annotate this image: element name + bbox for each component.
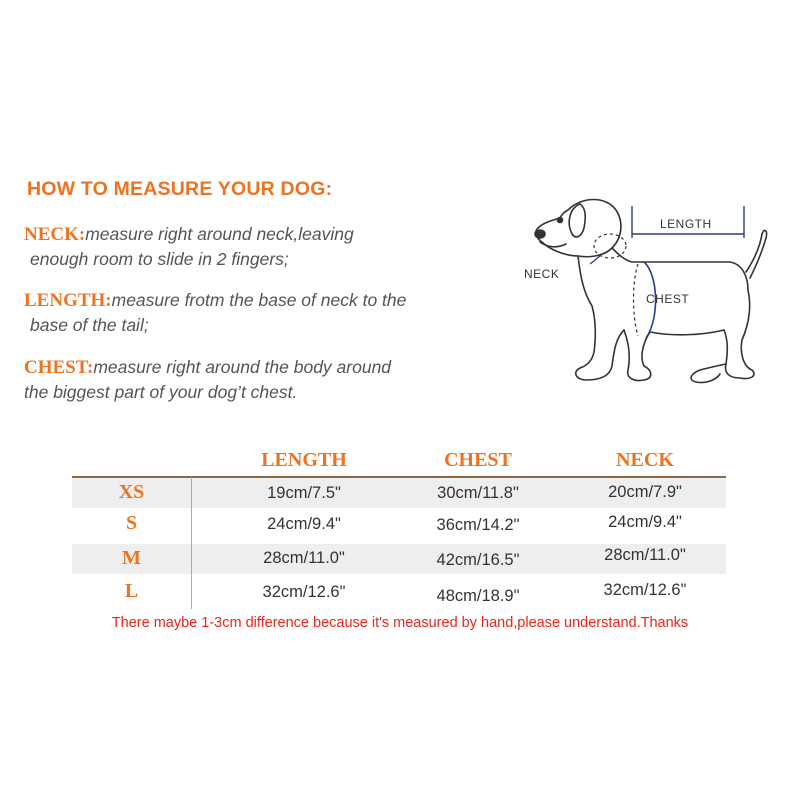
chest-desc-line2: the biggest part of your dog’t chest.: [24, 382, 298, 402]
table-row: [72, 577, 726, 607]
table-row: [72, 544, 726, 574]
length-cell: 24cm/9.4": [267, 515, 341, 533]
disclaimer-note: There maybe 1-3cm difference because it's measured by hand,please understand.Thanks: [111, 615, 689, 631]
chest-loop: [634, 264, 639, 336]
header-neck: NECK: [616, 449, 674, 471]
neck-cell: 28cm/11.0": [604, 546, 686, 564]
chest-cell: 48cm/18.9": [436, 587, 520, 605]
size-column-divider: [191, 477, 192, 609]
chest-cell: 42cm/16.5": [436, 551, 520, 569]
length-diagram-label: LENGTH: [660, 217, 712, 231]
chest-diagram-label: CHEST: [646, 292, 690, 306]
table-row: [72, 478, 726, 508]
size-label: M: [122, 547, 141, 569]
neck-term: NECK:: [24, 224, 86, 245]
chest-desc-line1: measure right around the body around: [93, 357, 392, 377]
neck-cell: 32cm/12.6": [603, 581, 687, 599]
size-label: XS: [118, 481, 145, 503]
length-term: LENGTH:: [24, 290, 112, 311]
chest-term: CHEST:: [24, 357, 94, 378]
size-label: S: [125, 512, 138, 534]
length-cell: 19cm/7.5": [267, 484, 341, 502]
neck-instruction: [24, 222, 494, 271]
page-title: HOW TO MEASURE YOUR DOG:: [27, 178, 333, 200]
size-label: L: [124, 580, 139, 602]
header-chest: CHEST: [444, 449, 512, 471]
neck-cell: 20cm/7.9": [608, 483, 682, 501]
neck-diagram-label: NECK: [524, 267, 560, 281]
table-row: [72, 509, 726, 539]
dog-outline: [535, 200, 767, 383]
neck-cell: 24cm/9.4": [608, 513, 682, 531]
length-desc-line1: measure frotm the base of neck to the: [111, 290, 407, 310]
length-instruction: [24, 288, 494, 337]
length-desc-line2: base of the tail;: [30, 315, 149, 335]
dog-measurement-diagram: [520, 190, 770, 400]
length-cell: 28cm/11.0": [263, 549, 345, 567]
chest-instruction: [24, 355, 494, 404]
neck-desc-line2: enough room to slide in 2 fingers;: [30, 249, 289, 269]
chest-cell: 30cm/11.8": [437, 484, 519, 502]
neck-desc-line1: measure right around neck,leaving: [85, 224, 354, 244]
chest-cell: 36cm/14.2": [436, 516, 520, 534]
header-length: LENGTH: [261, 449, 347, 471]
length-cell: 32cm/12.6": [262, 583, 346, 601]
